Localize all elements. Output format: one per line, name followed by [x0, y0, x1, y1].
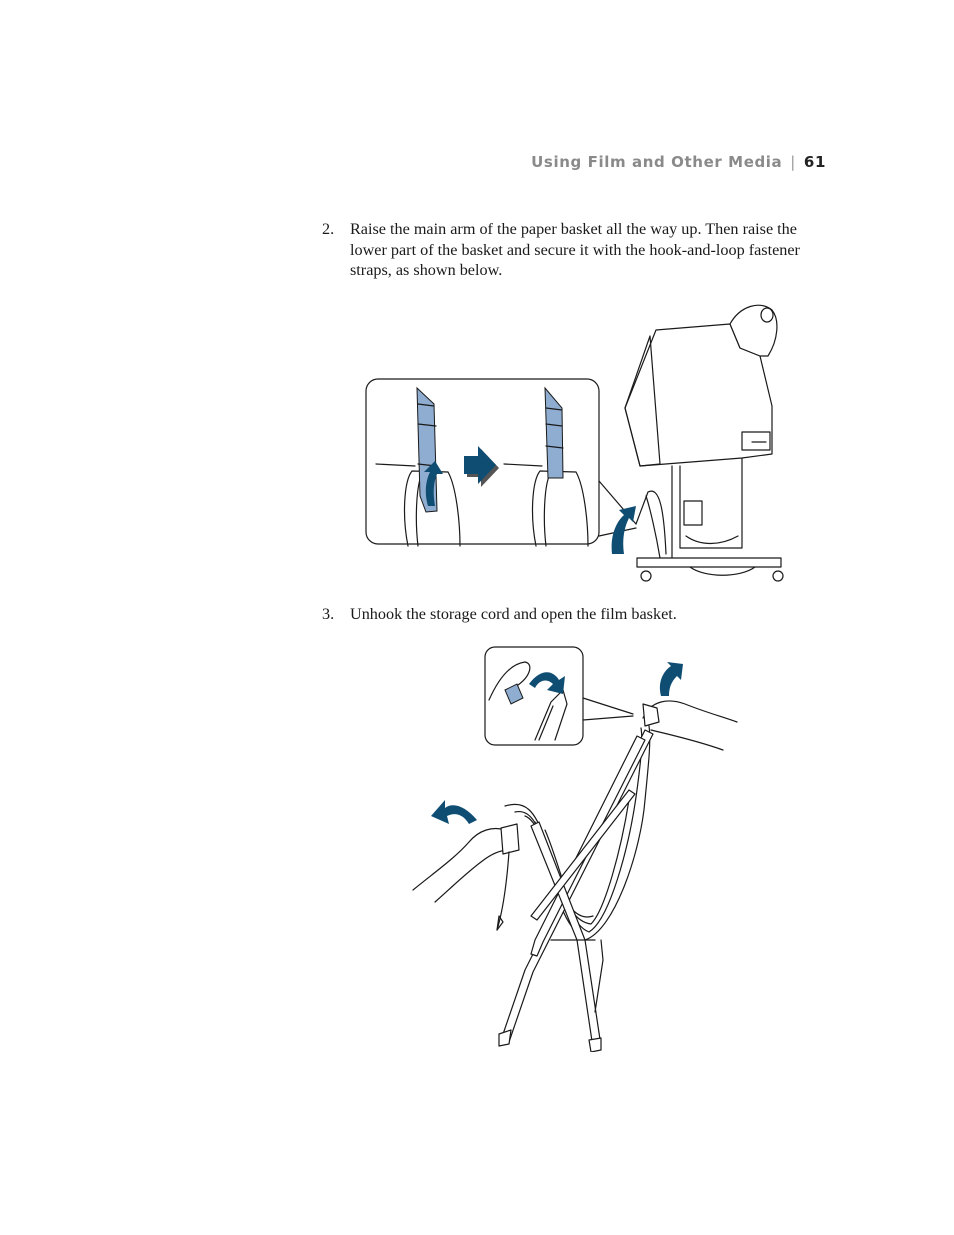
lift-arrow-icon: [660, 662, 683, 696]
step-number: 3.: [322, 605, 335, 623]
page-number: 61: [803, 153, 826, 171]
step-text: Raise the main arm of the paper basket all the way up. Then raise the lower part of the basket and secure it with the hook-and-loop fastener straps, as shown below.: [350, 220, 800, 279]
cord-detail-callout: [485, 647, 583, 745]
film-basket-illustration: [405, 640, 745, 1052]
section-title: Using Film and Other Media: [531, 153, 783, 171]
step-3: [322, 604, 822, 625]
open-arrow-icon: [431, 800, 477, 824]
header-separator: |: [790, 153, 796, 171]
raise-basket-arrow-icon: [612, 506, 636, 554]
step-text: Unhook the storage cord and open the film basket.: [350, 605, 677, 623]
running-header: [531, 153, 826, 171]
paper-basket-illustration: [360, 296, 800, 586]
step-number: 2.: [322, 220, 335, 238]
printer-drawing: [612, 305, 783, 581]
step-2: [322, 219, 822, 281]
strap-detail-callout: [366, 379, 599, 546]
